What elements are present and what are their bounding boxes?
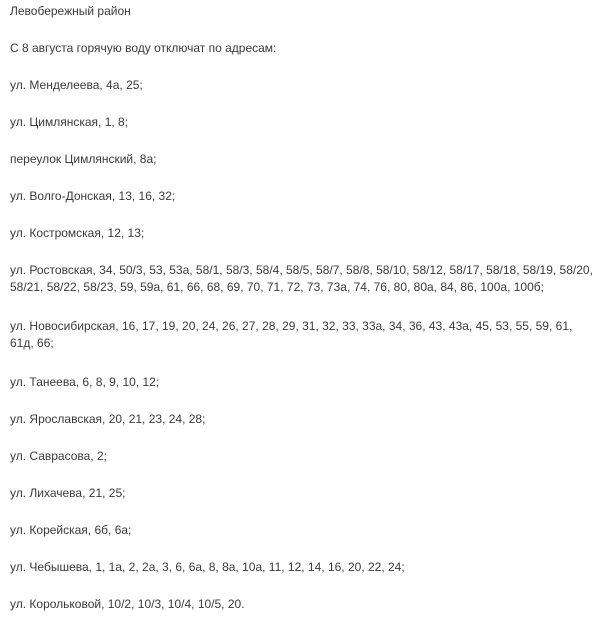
address-item: ул. Цимлянская, 1, 8; xyxy=(10,115,129,129)
address-item: переулок Цимлянский, 8а; xyxy=(10,152,157,166)
address-item: ул. Корейская, 6б, 6а; xyxy=(10,523,132,537)
address-item: ул. Ростовская, 34, 50/3, 53, 53а, 58/1, 58/3, 58/4, 58/5, 58/7, 58/8, 58/10, 58/12, 58/17, 58/18, 58/19, 58/20, 58/21, 58/22, 58/23, 59, 59а, 61, 66, 68, 69, 70, 71, 72, 73, 73а, 74, 76, 80, 80а, 84, 86, 100а, 100б; xyxy=(10,263,593,294)
address-item: ул. Лихачева, 21, 25; xyxy=(10,486,126,500)
document-heading: Левобережный район xyxy=(10,4,131,18)
address-item: ул. Ярославская, 20, 21, 23, 24, 28; xyxy=(10,412,206,426)
address-item: ул. Чебышева, 1, 1а, 2, 2а, 3, 6, 6а, 8, 8а, 10а, 11, 12, 14, 16, 20, 22, 24; xyxy=(10,560,405,574)
address-item: ул. Танеева, 6, 8, 9, 10, 12; xyxy=(10,375,160,389)
address-item: ул. Новосибирская, 16, 17, 19, 20, 24, 26, 27, 28, 29, 31, 32, 33, 33а, 34, 36, 43, 43а, 45, 53, 55, 59, 61, 61д, 66; xyxy=(10,319,573,350)
address-item: ул. Саврасова, 2; xyxy=(10,449,108,463)
address-item: ул. Волго-Донская, 13, 16, 32; xyxy=(10,189,176,203)
intro-text: С 8 августа горячую воду отключат по адресам: xyxy=(10,41,277,55)
address-item: ул. Костромская, 12, 13; xyxy=(10,226,145,240)
address-item: ул. Менделеева, 4а, 25; xyxy=(10,78,143,92)
address-item: ул. Корольковой, 10/2, 10/3, 10/4, 10/5, 20. xyxy=(10,597,245,611)
